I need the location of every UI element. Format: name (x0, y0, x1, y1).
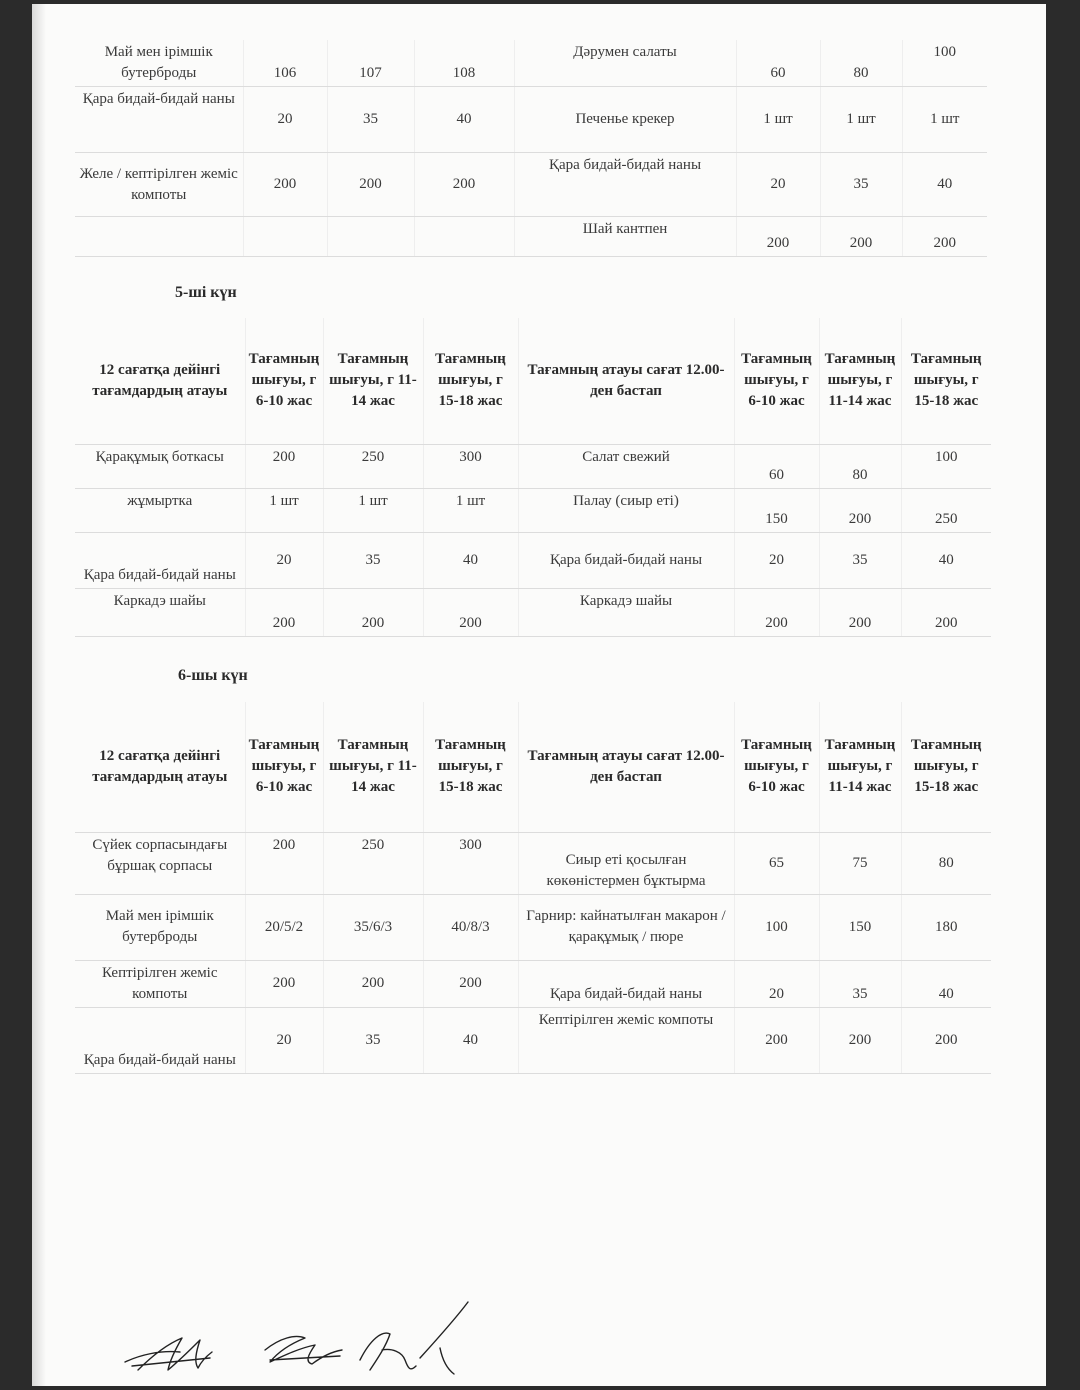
right-portion-6-10: 65 (734, 832, 819, 894)
left-portion-15-18: 300 (423, 444, 518, 488)
left-portion-11-14: 35 (323, 1007, 423, 1073)
right-portion-15-18: 100 (901, 444, 991, 488)
right-portion-15-18: 200 (901, 588, 991, 636)
right-portion-6-10: 60 (734, 444, 819, 488)
table-header-row (75, 318, 991, 444)
left-portion-11-14: 200 (323, 960, 423, 1007)
left-portion-15-18: 200 (423, 588, 518, 636)
left-portion-11-14: 35 (323, 532, 423, 588)
right-portion-11-14: 1 шт (820, 87, 902, 153)
right-portion-11-14: 200 (819, 1007, 901, 1073)
left-dish-name: жұмыртка (75, 488, 245, 532)
left-portion-15-18: 40/8/3 (423, 894, 518, 960)
right-portion-11-14: 75 (819, 832, 901, 894)
left-col-header-15-18: Тағамның шығуы, г 15-18 жас (423, 702, 518, 832)
right-portion-15-18: 40 (901, 532, 991, 588)
right-dish-name: Шай кантпен (514, 217, 736, 257)
day5-table (75, 318, 991, 637)
table-row (75, 488, 991, 532)
right-col-header-15-18: Тағамның шығуы, г 15-18 жас (901, 318, 991, 444)
left-name-header: 12 сағатқа дейінгі тағамдардың атауы (75, 702, 245, 832)
right-portion-6-10: 20 (736, 153, 820, 217)
right-portion-11-14: 35 (820, 153, 902, 217)
left-col-header-6-10: Тағамның шығуы, г 6-10 жас (245, 318, 323, 444)
signature-3 (360, 1302, 468, 1374)
left-portion-15-18: 200 (423, 960, 518, 1007)
right-portion-6-10: 1 шт (736, 87, 820, 153)
left-portion-15-18: 200 (414, 153, 514, 217)
left-portion-6-10: 20 (245, 532, 323, 588)
right-portion-6-10: 150 (734, 488, 819, 532)
table-row (75, 153, 987, 217)
right-portion-15-18: 1 шт (902, 87, 987, 153)
right-dish-name: Сиыр еті қосылған көкөністермен бұктырма (518, 832, 734, 894)
right-portion-15-18: 80 (901, 832, 991, 894)
right-col-header-11-14: Тағамның шығуы, г 11-14 жас (819, 702, 901, 832)
right-name-header: Тағамның атауы сағат 12.00-ден бастап (518, 318, 734, 444)
table-row (75, 894, 991, 960)
right-portion-11-14: 80 (820, 40, 902, 87)
right-portion-11-14: 35 (819, 532, 901, 588)
left-portion-11-14: 200 (327, 153, 414, 217)
table-row (75, 960, 991, 1007)
left-dish-name: Қара бидай-бидай наны (75, 1007, 245, 1073)
left-portion-6-10: 200 (245, 444, 323, 488)
left-portion-6-10: 20/5/2 (245, 894, 323, 960)
table-row (75, 217, 987, 257)
right-portion-6-10: 200 (734, 588, 819, 636)
right-col-header-15-18: Тағамның шығуы, г 15-18 жас (901, 702, 991, 832)
left-portion-11-14: 35 (327, 87, 414, 153)
left-col-header-15-18: Тағамның шығуы, г 15-18 жас (423, 318, 518, 444)
left-portion-15-18: 40 (414, 87, 514, 153)
right-portion-15-18: 250 (901, 488, 991, 532)
left-dish-name: Май мен ірімшік бутерброды (75, 894, 245, 960)
day4-continued-table (75, 40, 987, 257)
right-dish-name: Кептірілген жеміс компоты (518, 1007, 734, 1073)
right-dish-name: Гарнир: кайнатылған макарон / қарақұмық / пюре (518, 894, 734, 960)
left-portion-6-10: 20 (243, 87, 327, 153)
table-row (75, 87, 987, 153)
right-portion-15-18: 40 (901, 960, 991, 1007)
left-col-header-11-14: Тағамның шығуы, г 11-14 жас (323, 318, 423, 444)
left-portion-6-10: 200 (245, 588, 323, 636)
right-portion-6-10: 200 (734, 1007, 819, 1073)
right-portion-6-10: 20 (734, 532, 819, 588)
left-portion-11-14 (327, 217, 414, 257)
right-col-header-6-10: Тағамның шығуы, г 6-10 жас (734, 318, 819, 444)
right-dish-name: Қара бидай-бидай наны (514, 153, 736, 217)
day6-title: 6-шы күн (178, 667, 248, 684)
right-portion-6-10: 60 (736, 40, 820, 87)
right-dish-name: Дәрумен салаты (514, 40, 736, 87)
right-dish-name: Қара бидай-бидай наны (518, 532, 734, 588)
signature-2 (265, 1337, 342, 1365)
signature-1 (125, 1338, 212, 1370)
left-dish-name: Қара бидай-бидай наны (75, 532, 245, 588)
right-name-header: Тағамның атауы сағат 12.00-ден бастап (518, 702, 734, 832)
left-portion-6-10: 200 (243, 153, 327, 217)
right-portion-15-18: 100 (902, 40, 987, 87)
right-dish-name: Каркадэ шайы (518, 588, 734, 636)
right-portion-15-18: 200 (901, 1007, 991, 1073)
left-portion-15-18 (414, 217, 514, 257)
left-portion-15-18: 300 (423, 832, 518, 894)
signatures (120, 1300, 480, 1380)
table-row (75, 588, 991, 636)
left-portion-11-14: 1 шт (323, 488, 423, 532)
table-row (75, 444, 991, 488)
day6-table (75, 702, 991, 1074)
right-dish-name: Печенье крекер (514, 87, 736, 153)
right-portion-11-14: 200 (819, 488, 901, 532)
left-portion-6-10: 106 (243, 40, 327, 87)
left-portion-6-10: 1 шт (245, 488, 323, 532)
table-row (75, 532, 991, 588)
right-portion-6-10: 100 (734, 894, 819, 960)
right-portion-11-14: 200 (820, 217, 902, 257)
table-header-row (75, 702, 991, 832)
left-portion-15-18: 1 шт (423, 488, 518, 532)
right-dish-name: Қара бидай-бидай наны (518, 960, 734, 1007)
left-dish-name: Желе / кептірілген жеміс компоты (75, 153, 243, 217)
right-portion-11-14: 80 (819, 444, 901, 488)
right-portion-11-14: 150 (819, 894, 901, 960)
left-portion-15-18: 108 (414, 40, 514, 87)
left-portion-6-10: 20 (245, 1007, 323, 1073)
left-col-header-6-10: Тағамның шығуы, г 6-10 жас (245, 702, 323, 832)
left-portion-6-10: 200 (245, 960, 323, 1007)
left-portion-11-14: 200 (323, 588, 423, 636)
right-portion-11-14: 35 (819, 960, 901, 1007)
left-col-header-11-14: Тағамның шығуы, г 11-14 жас (323, 702, 423, 832)
right-col-header-6-10: Тағамның шығуы, г 6-10 жас (734, 702, 819, 832)
left-portion-11-14: 250 (323, 444, 423, 488)
right-dish-name: Салат свежий (518, 444, 734, 488)
right-portion-15-18: 40 (902, 153, 987, 217)
left-portion-11-14: 107 (327, 40, 414, 87)
left-portion-11-14: 35/6/3 (323, 894, 423, 960)
left-dish-name: Кептірілген жеміс компоты (75, 960, 245, 1007)
table-row (75, 1007, 991, 1073)
right-portion-15-18: 180 (901, 894, 991, 960)
left-portion-6-10 (243, 217, 327, 257)
day5-title: 5-ші күн (175, 284, 237, 301)
right-portion-6-10: 200 (736, 217, 820, 257)
left-name-header: 12 сағатқа дейінгі тағамдардың атауы (75, 318, 245, 444)
right-portion-15-18: 200 (902, 217, 987, 257)
left-dish-name: Май мен ірімшік бутерброды (75, 40, 243, 87)
left-portion-15-18: 40 (423, 1007, 518, 1073)
left-dish-name: Сүйек сорпасындағы бұршақ сорпасы (75, 832, 245, 894)
left-portion-15-18: 40 (423, 532, 518, 588)
left-dish-name: Қарақұмық боткасы (75, 444, 245, 488)
left-dish-name (75, 217, 243, 257)
table-row (75, 832, 991, 894)
left-dish-name: Қара бидай-бидай наны (75, 87, 243, 153)
right-dish-name: Палау (сиыр еті) (518, 488, 734, 532)
left-portion-6-10: 200 (245, 832, 323, 894)
right-portion-11-14: 200 (819, 588, 901, 636)
table-row (75, 40, 987, 87)
right-col-header-11-14: Тағамның шығуы, г 11-14 жас (819, 318, 901, 444)
left-portion-11-14: 250 (323, 832, 423, 894)
left-dish-name: Каркадэ шайы (75, 588, 245, 636)
right-portion-6-10: 20 (734, 960, 819, 1007)
